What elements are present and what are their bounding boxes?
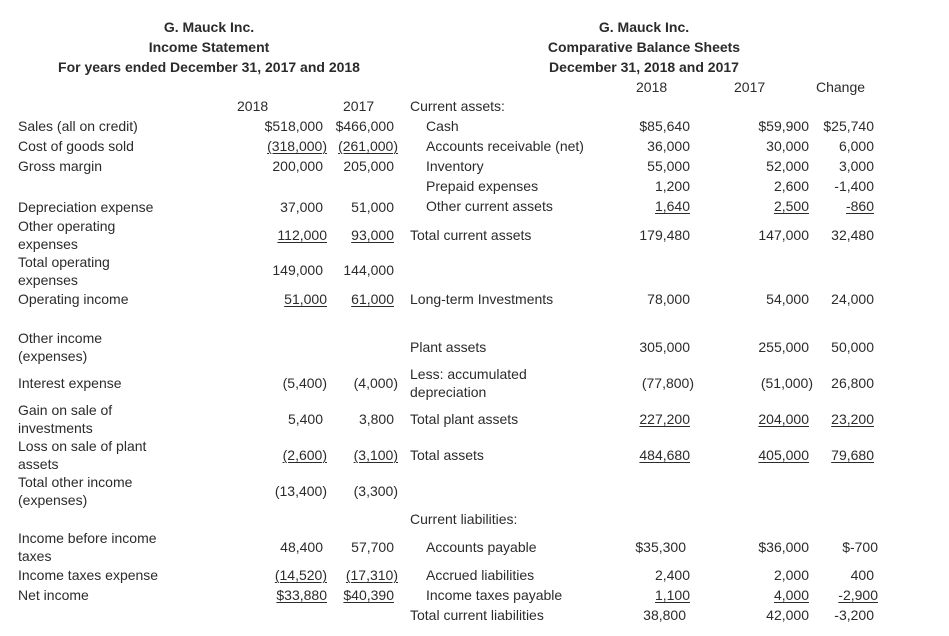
- is-value-2017: (4,000): [353, 375, 398, 391]
- is-value-2018: (318,000): [267, 138, 327, 154]
- is-value-2017: 3,800: [358, 411, 394, 427]
- bs-value-change: 32,480: [831, 227, 874, 243]
- bs-value-2017: 2,000: [773, 567, 809, 583]
- bs-row-label: Cash: [426, 118, 459, 134]
- is-value-2018: 112,000: [277, 227, 327, 243]
- is-row-label: Gross margin: [18, 158, 103, 174]
- is-value-2017: 144,000: [343, 262, 394, 278]
- bs-value-2018: 38,800: [643, 607, 686, 623]
- is-row-label: Income before income taxes: [18, 530, 157, 564]
- is-value-2018: 37,000: [280, 199, 323, 215]
- bs-row-label: Long-term Investments: [410, 291, 554, 307]
- bs-value-2018: 179,480: [639, 227, 690, 243]
- bs-row-label: Plant assets: [410, 339, 487, 355]
- bs-row-label: Accounts receivable (net): [426, 138, 584, 154]
- is-row-label: Other income (expenses): [18, 330, 103, 364]
- bs-row-label: Prepaid expenses: [426, 178, 539, 194]
- bs-value-2018: 227,200: [639, 411, 690, 427]
- balance-sheet-company: G. Mauck Inc.: [598, 19, 690, 35]
- is-value-2017: 61,000: [351, 291, 394, 307]
- is-value-2017: $40,390: [343, 587, 394, 603]
- bs-value-2018: 1,640: [654, 198, 690, 214]
- is-value-2017: 205,000: [343, 158, 394, 174]
- bs-col-change: Change: [816, 79, 866, 95]
- income-statement-company: G. Mauck Inc.: [163, 19, 255, 35]
- bs-value-2018: 78,000: [647, 291, 690, 307]
- bs-section-label: Current liabilities:: [410, 511, 518, 527]
- is-row-label: Net income: [18, 587, 89, 603]
- bs-value-2018: 55,000: [647, 158, 690, 174]
- income-statement-period: For years ended December 31, 2017 and 2018: [58, 59, 360, 75]
- bs-value-change: 3,000: [838, 158, 874, 174]
- bs-value-change: -1,400: [834, 178, 874, 194]
- bs-value-2018: 1,200: [654, 178, 690, 194]
- bs-value-2017: $59,900: [758, 118, 809, 134]
- is-value-2017: 57,700: [351, 539, 394, 555]
- is-row-label: Interest expense: [18, 375, 122, 391]
- is-value-2017: (261,000): [338, 138, 398, 154]
- is-value-2018: 51,000: [284, 291, 327, 307]
- is-value-2017: (3,300): [353, 483, 398, 499]
- bs-value-change: 79,680: [831, 447, 874, 463]
- bs-row-label: Total plant assets: [410, 411, 519, 427]
- bs-value-2018: 36,000: [647, 138, 690, 154]
- is-value-2017: (17,310): [345, 567, 398, 583]
- is-value-2018: (2,600): [282, 447, 327, 463]
- bs-value-2017: 2,500: [773, 198, 809, 214]
- bs-row-label: Inventory: [426, 158, 484, 174]
- bs-row-label: Less: accumulated depreciation: [410, 366, 527, 400]
- is-row-label: Other operating expenses: [18, 218, 116, 252]
- bs-value-2017: 42,000: [766, 607, 809, 623]
- bs-value-2017: (51,000): [760, 375, 813, 391]
- is-value-2017: (3,100): [353, 447, 398, 463]
- bs-row-label: Accrued liabilities: [426, 567, 535, 583]
- is-row-label: Operating income: [18, 291, 129, 307]
- bs-value-2017: 2,600: [773, 178, 809, 194]
- bs-value-2017: 255,000: [758, 339, 809, 355]
- bs-row-label: Total assets: [410, 447, 484, 463]
- is-value-2018: (14,520): [274, 567, 327, 583]
- bs-value-2018: 305,000: [639, 339, 690, 355]
- is-row-label: Sales (all on credit): [18, 118, 138, 134]
- bs-value-change: -860: [845, 198, 874, 214]
- is-row-label: Income taxes expense: [18, 567, 159, 583]
- bs-value-2018: $85,640: [639, 118, 690, 134]
- bs-value-2017: 30,000: [766, 138, 809, 154]
- is-value-2018: (5,400): [282, 375, 327, 391]
- balance-sheet-period: December 31, 2018 and 2017: [549, 59, 739, 75]
- bs-value-change: -2,900: [838, 587, 878, 603]
- bs-col-2018: 2018: [636, 79, 668, 95]
- bs-value-change: 400: [850, 567, 874, 583]
- is-value-2018: 149,000: [272, 262, 323, 278]
- is-row-label: Cost of goods sold: [18, 138, 134, 154]
- bs-value-2018: 1,100: [654, 587, 690, 603]
- bs-row-label: Other current assets: [426, 198, 553, 214]
- bs-row-label: Total current liabilities: [410, 607, 544, 623]
- is-col-2017: 2017: [343, 98, 375, 114]
- bs-value-2018: 2,400: [654, 567, 690, 583]
- bs-value-change: $25,740: [823, 118, 874, 134]
- is-col-2018: 2018: [237, 98, 269, 114]
- bs-value-2018: 484,680: [639, 447, 690, 463]
- bs-row-label: Accounts payable: [426, 539, 537, 555]
- bs-value-2017: $36,000: [758, 539, 809, 555]
- bs-value-change: 23,200: [831, 411, 874, 427]
- is-value-2018: 200,000: [272, 158, 323, 174]
- bs-value-change: -3,200: [834, 607, 874, 623]
- bs-row-label: Total current assets: [410, 227, 532, 243]
- bs-value-change: $-700: [842, 539, 878, 555]
- income-statement-title: Income Statement: [148, 39, 270, 55]
- bs-value-2018: (77,800): [641, 375, 694, 391]
- is-row-label: Gain on sale of investments: [18, 402, 113, 436]
- bs-value-2017: 52,000: [766, 158, 809, 174]
- bs-col-2017: 2017: [734, 79, 766, 95]
- is-row-label: Total other income (expenses): [18, 474, 133, 508]
- bs-value-change: 6,000: [838, 138, 874, 154]
- bs-value-2017: 204,000: [758, 411, 809, 427]
- is-value-2017: 51,000: [351, 199, 394, 215]
- is-value-2017: 93,000: [351, 227, 394, 243]
- bs-value-change: 24,000: [831, 291, 874, 307]
- bs-value-2017: 4,000: [773, 587, 809, 603]
- balance-sheet-title: Comparative Balance Sheets: [547, 39, 741, 55]
- is-value-2018: $33,880: [276, 587, 327, 603]
- bs-value-2018: $35,300: [635, 539, 686, 555]
- is-row-label: Depreciation expense: [18, 199, 154, 215]
- bs-value-2017: 405,000: [758, 447, 809, 463]
- is-value-2017: $466,000: [335, 118, 394, 134]
- bs-value-change: 26,800: [831, 375, 874, 391]
- is-value-2018: 48,400: [280, 539, 323, 555]
- bs-value-change: 50,000: [831, 339, 874, 355]
- bs-value-2017: 147,000: [758, 227, 809, 243]
- is-row-label: Loss on sale of plant assets: [18, 438, 147, 472]
- is-value-2018: $518,000: [264, 118, 323, 134]
- is-value-2018: (13,400): [274, 483, 327, 499]
- bs-section-label: Current assets:: [410, 98, 505, 114]
- is-value-2018: 5,400: [287, 411, 323, 427]
- is-row-label: Total operating expenses: [18, 254, 110, 288]
- bs-value-2017: 54,000: [766, 291, 809, 307]
- bs-row-label: Income taxes payable: [426, 587, 563, 603]
